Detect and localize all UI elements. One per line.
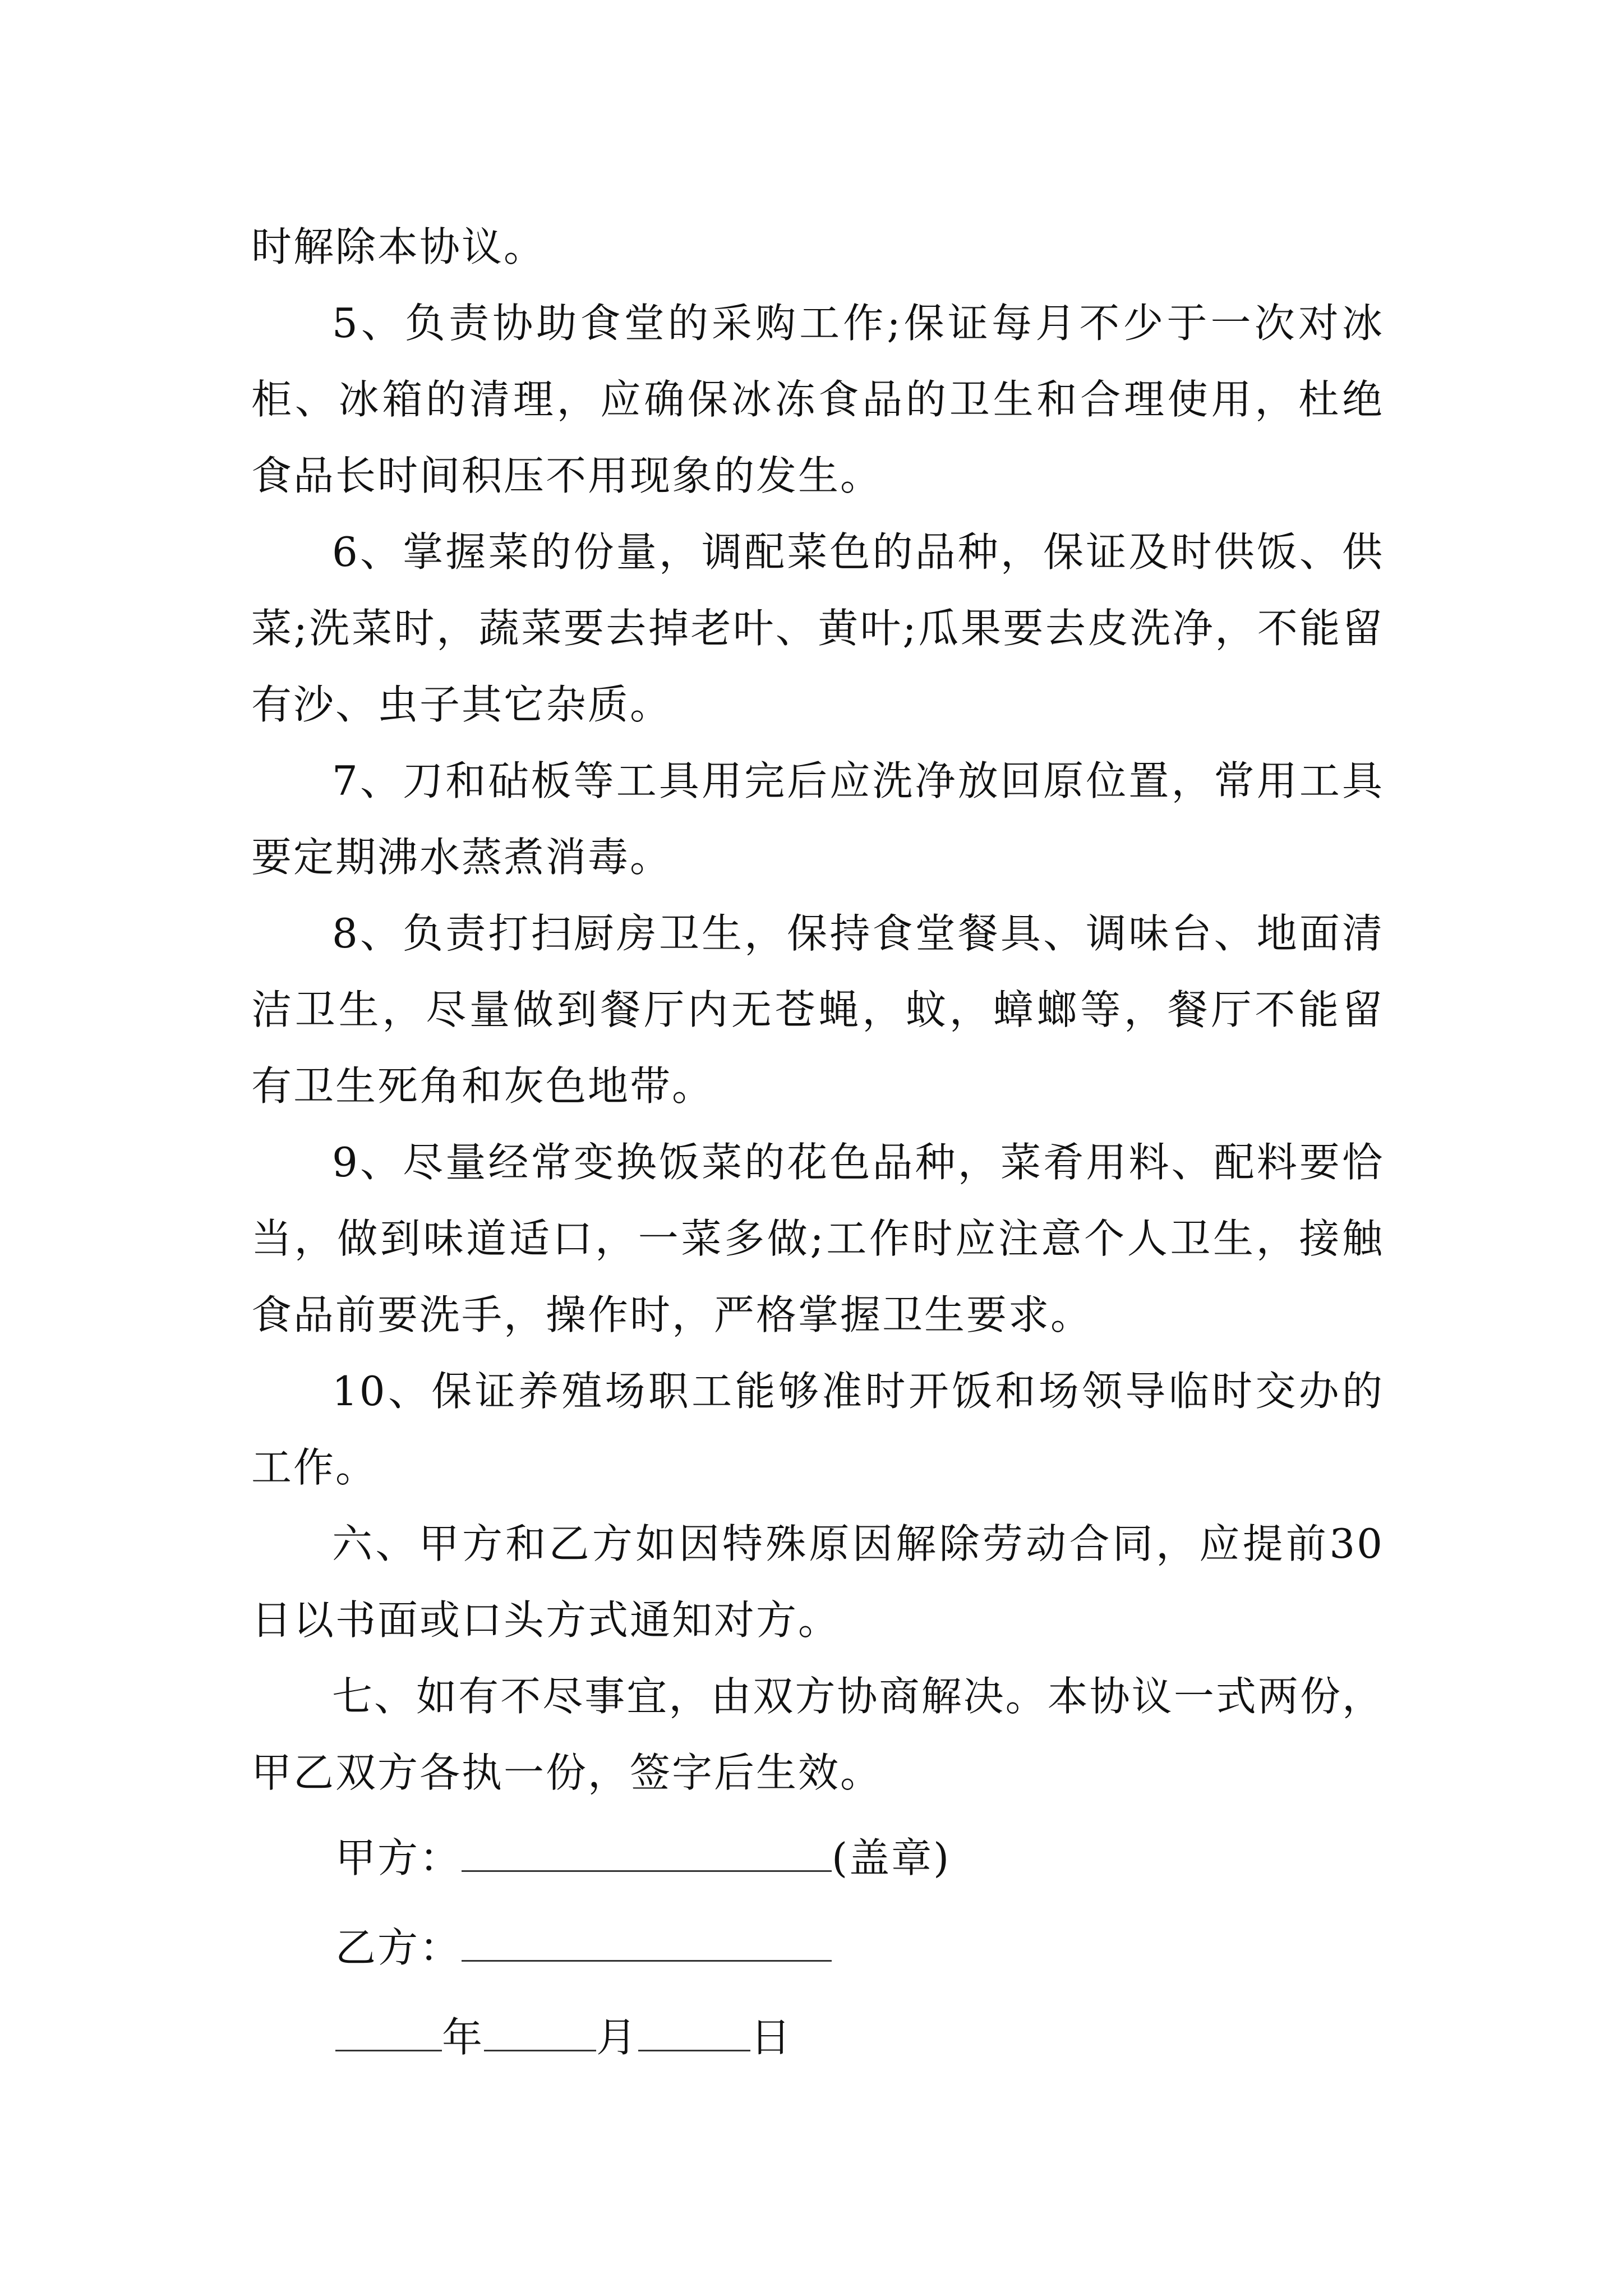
paragraph-6: 10、保证养殖场职工能够准时开饭和场领导临时交办的工作。 xyxy=(251,1368,1384,1491)
document-page xyxy=(251,209,1384,2082)
party-b-line xyxy=(251,1903,1384,1993)
party-b-blank[interactable] xyxy=(462,1926,832,1962)
year-label: 年 xyxy=(442,2014,485,2061)
day-label: 日 xyxy=(750,2014,793,2061)
month-blank[interactable] xyxy=(484,2016,596,2051)
party-a-seal-note: (盖章) xyxy=(832,1834,951,1881)
paragraph-7: 六、甲方和乙方如因特殊原因解除劳动合同，应提前30日以书面或口头方式通知对方。 xyxy=(251,1520,1384,1644)
party-a-line xyxy=(251,1813,1384,1903)
party-a-label: 甲方： xyxy=(335,1834,462,1881)
day-blank[interactable] xyxy=(638,2016,750,2051)
paragraph-2: 6、掌握菜的份量，调配菜色的品种，保证及时供饭、供菜;洗菜时，蔬菜要去掉老叶、黄叶;瓜果要去皮洗净，不能留有沙、虫子其它杂质。 xyxy=(251,528,1384,728)
paragraph-5: 9、尽量经常变换饭菜的花色品种，菜肴用料、配料要恰当，做到味道适口，一菜多做;工作时应注意个人卫生，接触食品前要洗手，操作时，严格掌握卫生要求。 xyxy=(251,1139,1384,1338)
month-label: 月 xyxy=(596,2014,639,2061)
year-blank[interactable] xyxy=(335,2016,442,2051)
paragraph-4: 8、负责打扫厨房卫生，保持食堂餐具、调味台、地面清洁卫生，尽量做到餐厅内无苍蝇，蚊，蟑螂等，餐厅不能留有卫生死角和灰色地带。 xyxy=(251,910,1384,1110)
paragraph-3: 7、刀和砧板等工具用完后应洗净放回原位置，常用工具要定期沸水蒸煮消毒。 xyxy=(251,757,1384,881)
signature-block xyxy=(251,1813,1384,2082)
party-b-label: 乙方： xyxy=(335,1924,462,1971)
date-line xyxy=(251,1993,1384,2082)
paragraph-1: 5、负责协助食堂的采购工作;保证每月不少于一次对冰柜、冰箱的清理，应确保冰冻食品的卫生和合理使用，杜绝食品长时间积压不用现象的发生。 xyxy=(251,300,1384,499)
party-a-blank[interactable] xyxy=(462,1837,832,1872)
paragraph-0: 时解除本协议。 xyxy=(251,223,546,270)
paragraph-list xyxy=(251,209,1384,1811)
paragraph-8: 七、如有不尽事宜，由双方协商解决。本协议一式两份，甲乙双方各执一份，签字后生效。 xyxy=(251,1673,1384,1796)
